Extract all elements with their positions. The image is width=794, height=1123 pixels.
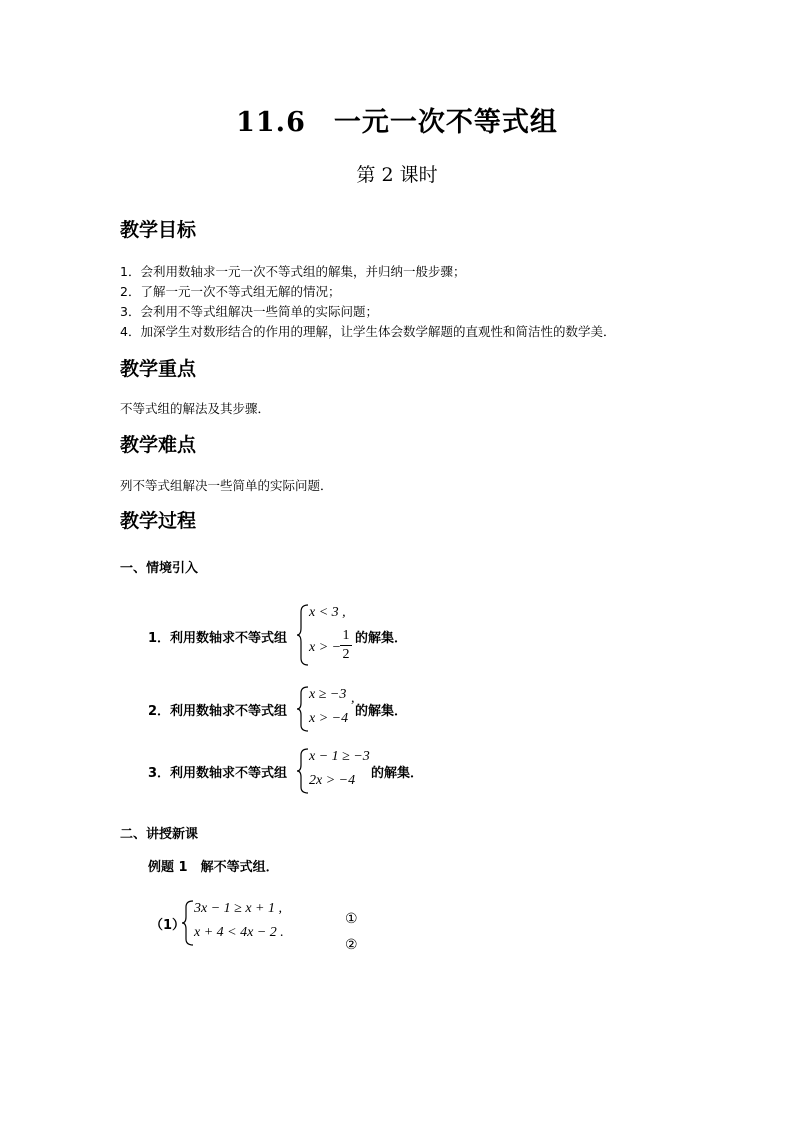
keypoint-text: 不等式组的解法及其步骤． [120,401,271,416]
section-intro-heading: 一、情境引入 [120,561,199,576]
equation-marker-1: ① [345,911,358,927]
question-2-line-2: x > −4 [309,711,349,726]
difficulty-heading: 教学难点 [120,434,197,456]
keypoint-heading: 教学重点 [120,358,197,380]
question-3-line-1: x − 1 ≥ −3 [309,749,370,764]
example-part-label: （1） [150,918,186,933]
goal-item-4: 4．加深学生对数形结合的作用的理解，让学生体会数学解题的直观性和简洁性的数学美． [120,324,616,339]
fraction-numerator: 1 [342,628,350,643]
section-new-lesson-heading: 二、讲授新课 [120,827,199,842]
example-line-1: 3x − 1 ≥ x + 1 , [194,901,283,916]
left-brace-icon [296,686,310,732]
left-brace-icon [296,748,310,794]
question-2-line-1: x ≥ −3 [309,687,347,702]
question-1-prefix: 1．利用数轴求不等式组 [148,631,288,646]
fraction-one-half [340,628,352,663]
question-2-suffix: 的解集． [355,704,408,719]
goal-item-1: 1．会利用数轴求一元一次不等式组的解集，并归纳一般步骤； [120,264,466,279]
difficulty-text: 列不等式组解决一些简单的实际问题． [120,478,333,493]
fraction-denominator: 2 [342,647,350,662]
goals-heading: 教学目标 [120,219,197,241]
left-brace-icon [296,604,310,666]
question-2-comma: , [351,691,355,706]
left-brace-icon [181,900,195,946]
question-2-prefix: 2．利用数轴求不等式组 [148,704,288,719]
question-3-suffix: 的解集． [371,766,424,781]
goal-item-2: 2．了解一元一次不等式组无解的情况； [120,284,341,299]
question-1-line-2: x > − [309,640,342,655]
example-1-label: 例题 1 解不等式组． [148,860,279,875]
question-1-suffix: 的解集． [355,631,408,646]
process-heading: 教学过程 [120,510,197,532]
question-3-prefix: 3．利用数轴求不等式组 [148,766,288,781]
equation-marker-2: ② [345,937,358,950]
question-3-line-2: 2x > −4 [309,773,356,788]
goal-item-3: 3．会利用不等式组解决一些简单的实际问题； [120,304,378,319]
page-title: 11.6 一元一次不等式组 [236,107,558,138]
example-line-2: x + 4 < 4x − 2 . [194,925,284,940]
lesson-period: 第 2 课时 [356,164,438,186]
question-1-line-1: x < 3 , [309,605,346,620]
